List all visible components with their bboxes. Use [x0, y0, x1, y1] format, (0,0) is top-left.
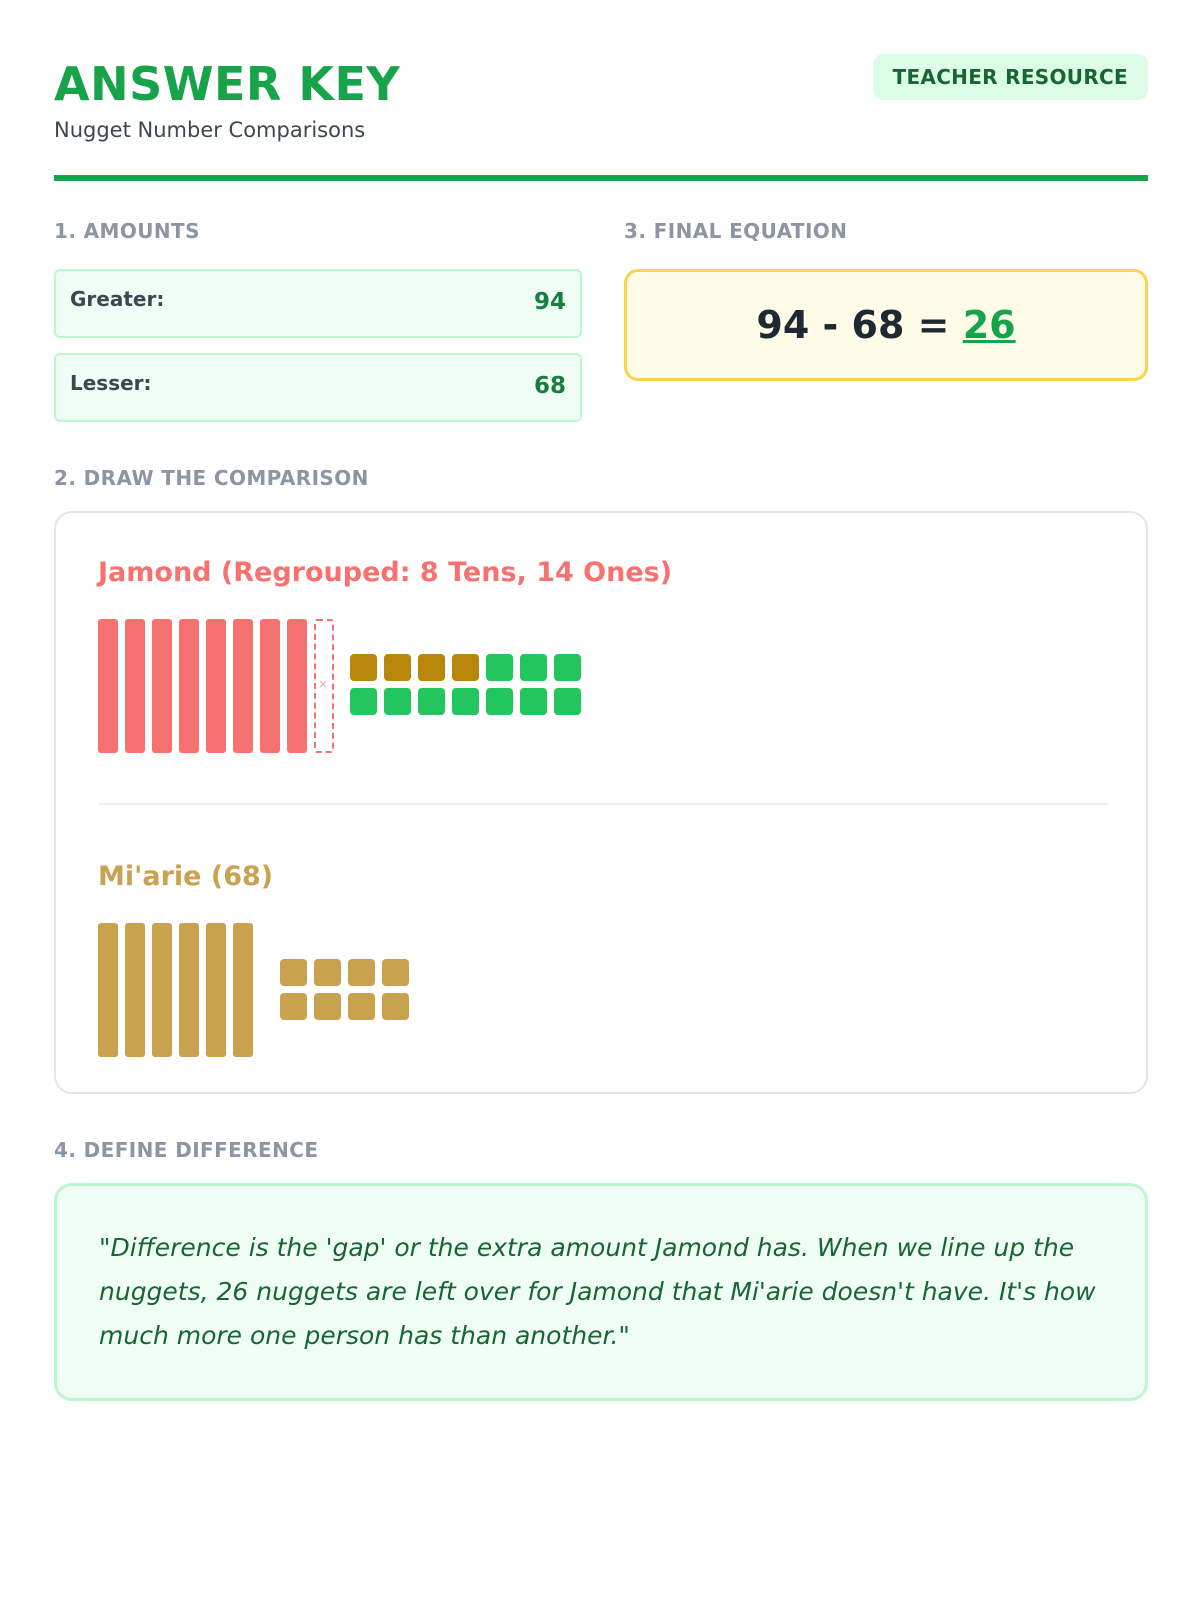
comparison-drawing-box — [54, 511, 1148, 1094]
jamond-regrouped-one-cube — [384, 654, 411, 681]
miarie-one-cube — [348, 959, 375, 986]
final-equation-box — [624, 269, 1148, 381]
miarie-one-cube — [314, 959, 341, 986]
miarie-one-cube — [314, 993, 341, 1020]
jamond-ten-rod — [260, 619, 280, 753]
equation-expression: 94 - 68 = — [756, 303, 950, 347]
jamond-regrouped-one-cube — [350, 654, 377, 681]
jamond-ten-rod — [152, 619, 172, 753]
jamond-ten-rod — [287, 619, 307, 753]
miarie-ten-rod — [125, 923, 145, 1057]
jamond-one-cube — [554, 688, 581, 715]
jamond-one-cube — [486, 654, 513, 681]
teacher-resource-badge: TEACHER RESOURCE — [873, 54, 1148, 100]
greater-value: 94 — [533, 289, 566, 315]
regroup-mark-icon: × — [318, 677, 329, 691]
miarie-ten-rod — [152, 923, 172, 1057]
jamond-one-cube — [418, 688, 445, 715]
page-header — [54, 52, 1148, 182]
miarie-ten-rod — [206, 923, 226, 1057]
amounts-section-label: 1. AMOUNTS — [54, 219, 200, 243]
page-subtitle: Nugget Number Comparisons — [54, 118, 366, 142]
final-equation — [627, 272, 1145, 378]
lesser-value: 68 — [533, 373, 566, 399]
greater-amount-box — [54, 269, 582, 338]
miarie-one-cube — [280, 993, 307, 1020]
difference-definition-box — [54, 1183, 1148, 1401]
miarie-one-cube — [382, 959, 409, 986]
jamond-regrouped-one-cube — [452, 654, 479, 681]
miarie-one-cube — [382, 993, 409, 1020]
header-divider — [54, 175, 1148, 181]
page-title: ANSWER KEY — [54, 57, 401, 111]
lesser-amount-box — [54, 353, 582, 422]
equation-section-label: 3. FINAL EQUATION — [624, 219, 848, 243]
jamond-one-cube — [452, 688, 479, 715]
equation-answer: 26 — [962, 303, 1016, 347]
jamond-one-cube — [486, 688, 513, 715]
jamond-ten-rod — [98, 619, 118, 753]
miarie-ten-rod — [179, 923, 199, 1057]
comparison-section-label: 2. DRAW THE COMPARISON — [54, 466, 369, 490]
miarie-row-title: Mi'arie (68) — [98, 861, 274, 892]
jamond-one-cube — [350, 688, 377, 715]
jamond-regrouped-one-cube — [418, 654, 445, 681]
row-divider — [98, 803, 1108, 805]
difference-definition-text: "Difference is the 'gap' or the extra amount Jamond has. When we line up the nuggets, 26 nuggets are left over for Jamond that Mi'arie doesn't have. It's how much more one person has than another." — [99, 1233, 1096, 1350]
miarie-one-cube — [280, 959, 307, 986]
greater-label: Greater: — [70, 287, 165, 311]
difference-section-label: 4. DEFINE DIFFERENCE — [54, 1138, 319, 1162]
miarie-one-cube — [348, 993, 375, 1020]
jamond-one-cube — [554, 654, 581, 681]
jamond-one-cube — [520, 654, 547, 681]
jamond-ten-rod — [125, 619, 145, 753]
jamond-ten-rod — [233, 619, 253, 753]
jamond-ten-rod — [206, 619, 226, 753]
jamond-broken-ten-rod — [314, 619, 334, 753]
miarie-ten-rod — [98, 923, 118, 1057]
jamond-one-cube — [384, 688, 411, 715]
jamond-one-cube — [520, 688, 547, 715]
lesser-label: Lesser: — [70, 371, 152, 395]
jamond-row-title: Jamond (Regrouped: 8 Tens, 14 Ones) — [98, 557, 673, 588]
miarie-ten-rod — [233, 923, 253, 1057]
jamond-ten-rod — [179, 619, 199, 753]
